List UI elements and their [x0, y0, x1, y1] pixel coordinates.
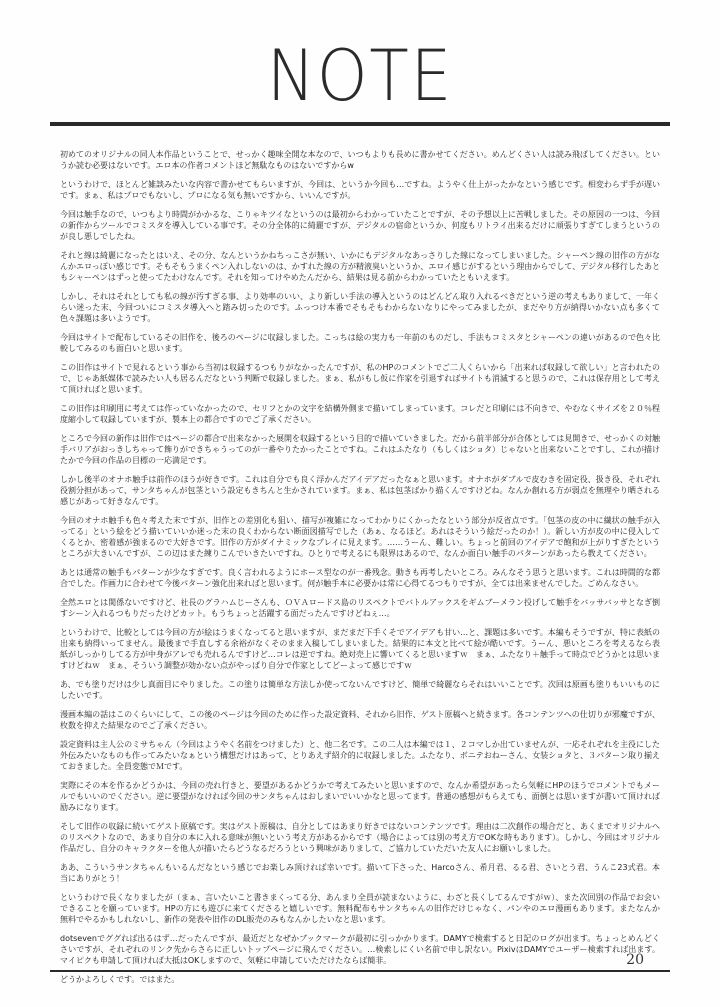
paragraph: ああ、こういうサンタちゃんもいるんだなという感じでお楽しみ頂ければ幸いです。描いて下さった、Harcoさん、希月君、るる君、さいとう君、うんこ23式君。本当にありがとう！	[60, 863, 660, 883]
paragraph: 今回は触手なので、いつもより時間がかかるな、こりゃキツイなというのは最初からわかっていたことですが、その予想以上に苦戦しました。その原因の一つは、今回の新作からツールでコミスタを導入している事です。その分全体的に綺麗ですが、デジタルの宿命というか、何度もリトライ出来るだけに頑張りすぎてしまうというのが良し悪しでしたね。	[60, 210, 660, 241]
title-underline	[50, 122, 670, 126]
paragraph: dotsevenでググれば出るはず…だったんですが、最近だとなぜかブックマークが最初に引っかかります。DAMYで検索すると日記のログが出ます。ちょっとめんどくさいですが、それぞれのリンク先からさらに正しいトップページに飛んでください。…検索しにくい名前で申し訳ない。PixivはDAMYでユーザー検索すれば出ます。マイピクも申請して頂ければ大抵はOKしますので、気軽に申請していただけたならば簡非。	[60, 934, 660, 965]
paragraph: 設定資料は主人公のミサちゃん（今回はようやく名前をつけました）と、他二名です。この二人は本編では１、２コマしか出ていませんが、一応それぞれを主役にした外伝みたいなものも作ってみたいなぁという構想だけはあって、とりあえず紹介的に収録しました。ふたなり、ボニテおねーさん、女装ショタと、３パターン取り揃えておきました。全員変態でＭです。	[60, 740, 660, 771]
paragraph: あ、でも塗りだけは少し真面目にやりました。この塗りは簡単な方法しか使ってないんですけど、簡単で綺麗ならそれはいいことです。次回は原画も塗りもいいものにしたいです。	[60, 680, 660, 700]
footer-rule	[50, 970, 670, 972]
paragraph: 実際にその本を作るかどうかは、今回の売れ行きと、要望があるかどうかで考えてみたいと思いますので、なんか希望があったら気軽にHPのほうでコメントでもメールでもいいのでください。逆に要望がなければ今回のサンタちゃんはおしまいでいいかなと思ってます。普通の感想がもらえても、面倒とは思いますが書いて頂ければ励みになります。	[60, 781, 660, 812]
paragraph: ところで今回の新作は旧作ではページの都合で出来なかった展開を収録するという目的で描いていきました。だから前半部分が合体としては見開きで、せっかくの対触手バリアがおっきしちゃって飾りができちゃうってのが一番やりたかったことですね。これはふたなり（もしくはショタ）じゃないと出来ないことですし、これが描けたかで今回の作品の目標の一応満足です。	[60, 434, 660, 465]
page-title: NOTE	[266, 35, 454, 117]
paragraph: 今回のオナホ触手も色々考えた末ですが、旧作との差別化も狙い、描写が複雑になってわかりにくかったなという部分が反省点です。「包茎の皮の中に繊状の触手が入ってる」という絵をどう描いていいか迷った末の良くわからない断面図描写でした（あぁ、なるほど。あれはそういう絵だったのか！）。新しい方が皮の中に侵入してくるとか、密着感が強まるので大好きです。旧作の方がダイナミックなプレイに見えます。……うーん、難しい。ちょっと前回のアイデアで飽和が上がりすぎたというところが大きいんですが、この辺はまた練りこんでいきたいですね。ひとりで考えるにも限界はあるので、なんか面白い触手のパターンがあったら教えてください。	[60, 516, 660, 558]
paragraph: というわけで長くなりましたが（まぁ、言いたいこと書きまくってる分、あんまり全員が読まないように、わざと長くしてるんですがｗ）、また次回別の作品でお会いできることを願っています。HPの方にも遊びに来てくださると嬉しいです。無料配布もサンタちゃんの旧作だけじゃなく、パンやのエロ漫画もあります。またなんか無料でやるかもしれないし、新作の発表や旧作のDL販売のみもなんかしたいなと思います。	[60, 893, 660, 924]
paragraph: しかし、それはそれとしても私の線が汚すぎる事、より効率のいい、より新しい手法の導入というのはどんどん取り入れるべきだという逆の考えもありまして、一年くらい迷った末、今回ついにコミスタ導入へと踏み切ったのです。ふっつけ本番でそもそもわからないなりにやってみましたが、まだやり方が納得いかない点も多くて色々課題は多いようです。	[60, 292, 660, 323]
paragraph: 漫画本編の話はこのくらいにして、この後のページは今回のために作った設定資料、それから旧作、ゲスト原稿へと続きます。各コンテンツへの仕切りが邪魔ですが、枚数を抑えた結果なのでご了承ください。	[60, 710, 660, 730]
note-body	[60, 149, 660, 984]
paragraph: 今回はサイトで配布しているその旧作を、後ろのページに収録しました。こっちは絵の実力も一年前のものだし、手法もコミスタとシャーペンの違いがあるので色々比較してみるのも面白いと思います。	[60, 333, 660, 353]
paragraph: 初めてのオリジナルの同人本作品ということで、せっかく趣味全開な本なので、いつもよりも長めに書かせてください。めんどくさい人は読み飛ばしてください。というか読む必要はないです。エロ本の作者コメントほど無駄なものはないですからw	[60, 150, 660, 170]
paragraph: というわけで、比較としては今回の方が絵はうまくなってると思いますが、まだまだ下手くそでアイデアも甘い…と、課題は多いです。本編もそうですが、特に表紙の出来も納得いってません。最後まで手直しする余裕がなくそのまま入稿してしまいました。結果的に本文と比べて絵が酷いです。うーん、悪いところを考えるなら表紙がしっかりしてる方が中身がアレでも売れるんですけど…コレは逆ですね。絶対売上に響いてくると思いますｗ まぁ、ふたなり＋触手って時点でどうかとは思いますけどねｗ まぁ、そういう調整が効かない点がやっぱり自分で作家としてどーよって感じですｗ	[60, 628, 660, 670]
paragraph: しかし後半のオナホ触手は前作のほうが好きです。これは自分でも良く浮かんだアイデアだったなぁと思います。オナホがダブルで皮むきを固定役、扱き役、それぞれ役割分担があって、サンタちゃんが包茎という設定もきちんと生かされています。まぁ、私は包茎ばかり描くんですけどね。なんか創れる方が弱点を無理やり晒される感じがあって好きなんです。	[60, 475, 660, 506]
paragraph: この旧作はサイトで見れるという事から当初は収録するつもりがなかったんですが、私のHPのコメントでご二人くらいから「出来れば収録して欲しい」と言われたので、じゃあ紙媒体で読みたい人も居るんだなという判断で収録しました。まぁ、私がもし仮に作家を引退すればサイトも消滅すると思うので、これは保存用として考えて頂ければと思います。	[60, 363, 660, 394]
paragraph: 全然エロとは関係ないですけど、社長のグラハムじーさんも、ＯＶＡロードス島のリスペクトでバトルアックスをギムブーメラン投げして触手をバッサバッサとなぎ倒すシーン入れるつもりだったけどカット。もうちょっと活躍する面だったんですけどねぇ…。	[60, 598, 660, 618]
paragraph: それと線は綺麗になったとはいえ、その分、なんというかねちっこさが無い、いかにもデジタルなあっさりした線になってしまいました。シャーペン線の旧作の方がなんかエロっぽい感じです。そもそもうまくペン入れしないのは、かすれた線の方が精液臭いというか、エロイ感じがするという理由からでして、デジタル移行したあともシャーペンはずっと使ってたわけなんです。それを知ってけやめたんだから、結果は見る前からわかっていたともいえます。	[60, 251, 660, 282]
page-number: 20	[626, 952, 644, 968]
paragraph: あとは通常の触手もパターンが少なすぎです。良く言われるようにホース型なのが一番残念。動きも再考したいところ。みんなそう思うと思います。これは時間的な都合でした。作画力に合わせて今後パターン強化出来ればと思います。何が触手本に必要かは常に心得てるつもりですが、全ては出来ませんでした。ごめんなさい。	[60, 568, 660, 588]
paragraph: この旧作は印刷用に考えては作っていなかったので、セリフとかの文字を結構外側まで描いてしまっています。コレだと印刷には不向きで、やむなくサイズを２０％程度縮小して収録していますが、製本上の都合ですのでご了承ください。	[60, 404, 660, 424]
paragraph: というわけで、ほとんど雑談みたいな内容で書かせてもらいますが、今回は、というか今回も…ですね。ようやく仕上がったかなという感じです。相変わらず手が遅いです。まぁ、私はプロでもないし、プロになる気も無いですから、いいんですが。	[60, 180, 660, 200]
closing-line: どうかよろしくです。ではまた。	[60, 975, 180, 984]
paragraph: そして旧作の収録に続いてゲスト原稿です。実はゲスト原稿は、自分としてはあまり好きではないコンテンツです。理由は二次創作の場合だと、あくまでオリジナルへのリスペクトなので、あまり自分の本に入れる意味が無いという考え方があるからです（場合によっては別の考え方でOKな時もあります）。しかし、今回はオリジナル作品だし、自分のキャラクターを他人が描いたらどうなるだろうという興味がありまして、ご協力していただいた友人にお願いしました。	[60, 822, 660, 853]
